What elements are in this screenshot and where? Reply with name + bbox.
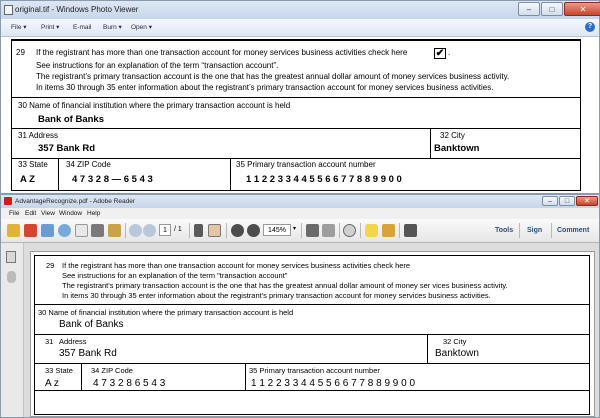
item35-value[interactable]: 1 1 2 2 3 3 4 4 5 5 6 6 7 7 8 8 9 9 0 0	[251, 378, 416, 389]
fit-page-icon[interactable]	[306, 224, 319, 237]
minimize-icon[interactable]: –	[542, 196, 558, 206]
menu-help[interactable]: Help	[87, 210, 101, 217]
sign-pen-icon[interactable]	[382, 224, 395, 237]
menu-file[interactable]: File ▾	[11, 24, 27, 31]
photo-viewer-window	[0, 0, 600, 194]
document-view	[24, 243, 599, 417]
zoom-level-select[interactable]: 145%	[263, 224, 291, 236]
item35-label: 35 Primary transaction account number	[236, 160, 376, 169]
zoom-in-icon[interactable]	[247, 224, 260, 237]
window-controls	[541, 196, 598, 207]
pdf-page	[30, 251, 595, 417]
reader-toolbar	[1, 219, 599, 243]
toolbar-separator	[339, 223, 340, 238]
tif-form-image	[11, 39, 581, 191]
toolbar-separator	[189, 223, 190, 238]
toolbar-separator	[360, 223, 361, 238]
menu-window[interactable]: Window	[59, 210, 83, 217]
reader-title: AdvantageRecognize.pdf - Adobe Reader	[15, 198, 135, 205]
toolbar-separator	[301, 223, 302, 238]
item29-line2: See instructions for an explanation of the term “transaction account”.	[36, 61, 279, 70]
select-cursor-icon[interactable]	[194, 224, 203, 237]
photo-viewer-image-area	[1, 37, 599, 193]
item30-value: Bank of Banks	[38, 114, 104, 125]
item31-number: 31	[45, 337, 54, 346]
item33-label: 33 State	[18, 160, 48, 169]
maximize-icon[interactable]: □	[541, 2, 563, 16]
zoom-out-icon[interactable]	[231, 224, 244, 237]
sign-link[interactable]: Sign	[527, 227, 543, 234]
item33-value[interactable]: A z	[45, 378, 59, 389]
toolbar-separator	[519, 223, 520, 238]
item29-text: If the registrant has more than one transaction account for money services business activities check here	[36, 48, 408, 57]
maximize-icon[interactable]: □	[559, 196, 575, 206]
email-icon[interactable]	[108, 224, 121, 237]
item34-label: 34 ZIP Code	[91, 366, 133, 375]
close-icon[interactable]: ✕	[564, 2, 600, 16]
item34-label: 34 ZIP Code	[66, 160, 111, 169]
item30-label: 30 Name of financial institution where the primary transaction account is held	[18, 101, 291, 110]
item29-line4: In items 30 through 35 enter information about the registrant’s primary transaction account for money services business activities.	[36, 83, 494, 92]
item34-value[interactable]: 4 7 3 2 8 6 5 4 3	[93, 378, 166, 389]
toolbar-separator	[125, 223, 126, 238]
adobe-reader-window	[0, 194, 600, 418]
item32-label: 32 City	[443, 337, 467, 346]
next-page-icon[interactable]	[143, 224, 156, 237]
divider	[58, 158, 59, 191]
item29-line3: The registrant’s primary transaction account is the one that has the greatest annual dollar amount of money services business activity.	[36, 72, 510, 81]
previous-page-icon[interactable]	[129, 224, 142, 237]
item32-label: 32 City	[440, 131, 465, 140]
fit-width-icon[interactable]	[322, 224, 335, 237]
menu-email[interactable]: E-mail	[73, 24, 92, 31]
item32-value: Banktown	[434, 143, 480, 154]
item35-label: 35 Primary transaction account number	[249, 366, 380, 375]
item29-line4: In items 30 through 35 enter information about the registrant's primary transaction account for money services business activities.	[62, 291, 491, 300]
item29-number: 29	[16, 48, 25, 57]
divider	[35, 390, 589, 391]
item34-value: 4 7 3 2 8 — 6 5 4 3	[72, 174, 153, 185]
menu-file[interactable]: File	[9, 210, 20, 217]
item31-label: Address	[59, 337, 87, 346]
page-number-input[interactable]: 1	[159, 224, 171, 236]
page-thumbnails-icon[interactable]	[6, 251, 16, 263]
photo-viewer-title: original.tif - Windows Photo Viewer	[15, 5, 139, 14]
attachments-icon[interactable]	[7, 271, 16, 283]
hand-tool-icon[interactable]	[208, 224, 221, 237]
tools-link[interactable]: Tools	[495, 227, 514, 234]
item29-line2: See instructions for an explanation of the term "transaction account"	[62, 271, 288, 280]
toolbar-separator	[226, 223, 227, 238]
window-controls	[517, 2, 600, 17]
divider	[81, 363, 82, 390]
divider	[12, 158, 580, 159]
item29-period: .	[448, 48, 451, 57]
item29-checkbox: ✔	[435, 48, 445, 59]
acrobat-icon	[4, 197, 12, 205]
create-pdf-icon[interactable]	[24, 224, 37, 237]
item29-line3: The registrant's primary transaction account is the one that has the greatest annual dollar amount of money ser vices business activity.	[62, 281, 508, 290]
item32-value[interactable]: Banktown	[435, 348, 479, 359]
open-folder-icon[interactable]	[7, 224, 20, 237]
navigation-pane	[1, 243, 24, 417]
toolbar-separator	[399, 223, 400, 238]
reader-titlebar[interactable]	[1, 195, 599, 208]
item29-number: 29	[46, 261, 55, 270]
divider	[35, 334, 589, 335]
document-icon[interactable]	[75, 224, 88, 237]
divider	[35, 363, 589, 364]
item30-value[interactable]: Bank of Banks	[59, 319, 124, 330]
item35-value: 1 1 2 2 3 3 4 4 5 5 6 6 7 7 8 8 9 9 0 0	[246, 174, 402, 185]
menu-print[interactable]: Print ▾	[41, 24, 60, 31]
menu-burn[interactable]: Burn ▾	[103, 24, 122, 31]
divider	[12, 128, 580, 129]
menu-open[interactable]: Open ▾	[131, 24, 152, 31]
help-icon[interactable]: ?	[585, 22, 595, 32]
toolbar-separator	[551, 223, 552, 238]
page-total: / 1	[174, 226, 182, 233]
item30-label: 30 Name of financial institution where the primary transaction account is held	[38, 308, 294, 317]
menu-edit[interactable]: Edit	[25, 210, 37, 217]
divider	[230, 158, 231, 191]
photo-viewer-titlebar[interactable]	[1, 1, 599, 19]
edit-icon[interactable]	[41, 224, 54, 237]
close-icon[interactable]: ✕	[576, 196, 598, 206]
expand-icon[interactable]	[404, 224, 417, 237]
divider	[430, 128, 431, 158]
image-file-icon	[4, 5, 13, 15]
reader-menubar	[1, 208, 599, 219]
divider	[12, 97, 580, 98]
item31-value[interactable]: 357 Bank Rd	[59, 348, 117, 359]
divider	[35, 304, 589, 305]
comment-icon[interactable]	[365, 224, 378, 237]
print-icon[interactable]	[91, 224, 104, 237]
item29-text: If the registrant has more than one transaction account for money services business activities check here	[62, 261, 411, 270]
item33-value: A Z	[20, 174, 35, 185]
chevron-down-icon[interactable]: ▾	[293, 226, 297, 232]
cloud-icon[interactable]	[58, 224, 71, 237]
item31-label: 31 Address	[18, 131, 59, 140]
item33-label: 33 State	[45, 366, 73, 375]
menu-view[interactable]: View	[41, 210, 55, 217]
pdf-form-table	[34, 255, 590, 415]
divider	[427, 334, 428, 363]
photo-viewer-menubar	[1, 19, 599, 37]
item31-value: 357 Bank Rd	[38, 143, 96, 154]
divider	[245, 363, 246, 390]
minimize-icon[interactable]: –	[518, 2, 540, 16]
comment-link[interactable]: Comment	[557, 227, 590, 234]
read-mode-icon[interactable]	[343, 224, 356, 237]
